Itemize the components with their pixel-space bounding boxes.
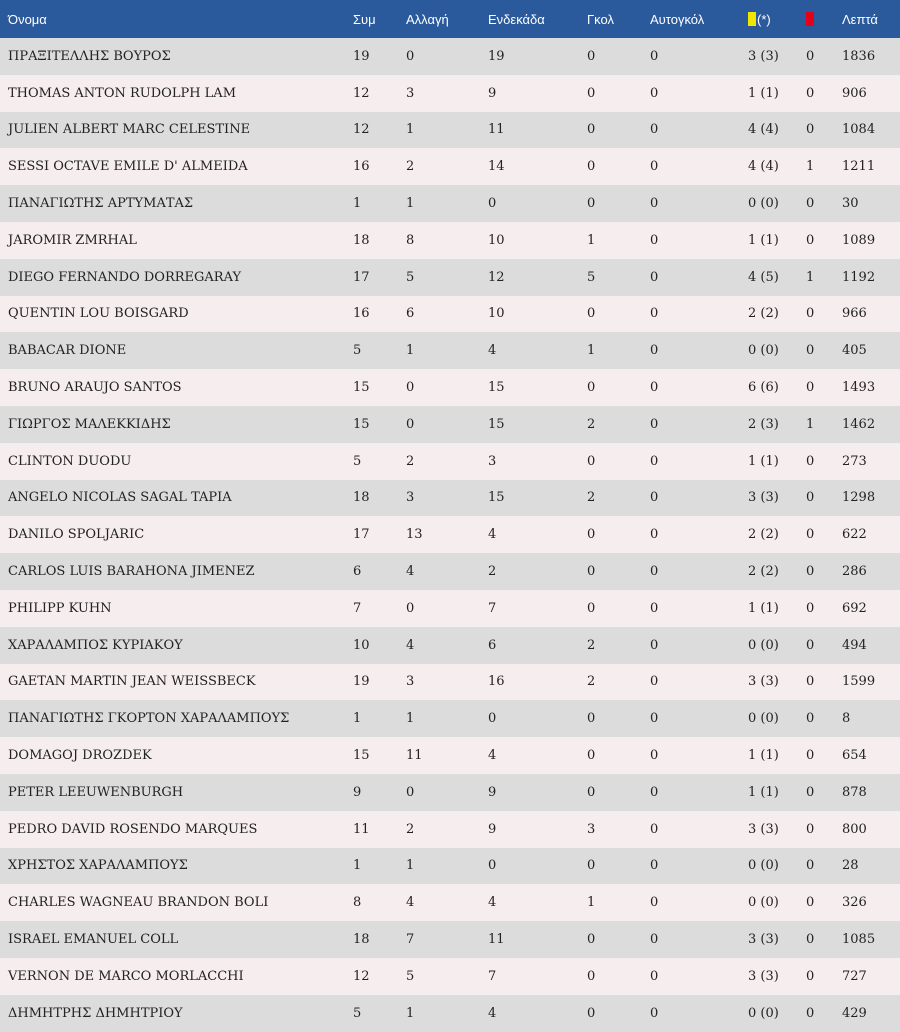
red-cards: 0 — [806, 85, 815, 101]
yellow-cards: 4 (4) — [748, 122, 779, 138]
appearances: 15 — [353, 380, 370, 396]
goals: 5 — [587, 269, 596, 285]
table-row — [0, 112, 900, 149]
red-cards: 0 — [806, 527, 815, 543]
goals: 0 — [587, 196, 596, 212]
table-row — [0, 38, 900, 75]
red-cards: 0 — [806, 564, 815, 580]
starting-apps: 9 — [488, 821, 497, 837]
own-goals: 0 — [650, 600, 659, 616]
appearances: 1 — [353, 196, 362, 212]
player-name: ΠΡΑΞΙΤΕΛΛΗΣ ΒΟΥΡΟΣ — [8, 48, 171, 64]
red-cards: 0 — [806, 637, 815, 653]
header-minutes[interactable]: Λεπτά — [842, 11, 878, 27]
substitute-apps: 5 — [406, 968, 415, 984]
red-cards: 0 — [806, 858, 815, 874]
goals: 2 — [587, 416, 596, 432]
minutes: 8 — [842, 711, 851, 727]
goals: 1 — [587, 895, 596, 911]
appearances: 19 — [353, 48, 370, 64]
red-cards: 0 — [806, 821, 815, 837]
table-row — [0, 332, 900, 369]
red-cards: 0 — [806, 453, 815, 469]
goals: 1 — [587, 232, 596, 248]
header-yellow-cards[interactable] — [748, 0, 806, 38]
table-row — [0, 516, 900, 553]
player-name: SESSI OCTAVE EMILE D' ALMEIDA — [8, 159, 248, 175]
goals: 0 — [587, 48, 596, 64]
starting-apps: 0 — [488, 196, 497, 212]
goals: 0 — [587, 858, 596, 874]
substitute-apps: 1 — [406, 343, 415, 359]
starting-apps: 4 — [488, 748, 497, 764]
table-header — [0, 0, 900, 38]
appearances: 5 — [353, 343, 362, 359]
header-goals[interactable]: Γκολ — [587, 11, 614, 27]
own-goals: 0 — [650, 564, 659, 580]
minutes: 878 — [842, 784, 867, 800]
table-row — [0, 995, 900, 1032]
own-goals: 0 — [650, 306, 659, 322]
red-cards: 0 — [806, 48, 815, 64]
own-goals: 0 — [650, 159, 659, 175]
player-name: THOMAS ANTON RUDOLPH LAM — [8, 85, 237, 101]
goals: 0 — [587, 711, 596, 727]
player-name: JAROMIR ZMRHAL — [8, 232, 137, 248]
minutes: 1084 — [842, 122, 876, 138]
appearances: 6 — [353, 564, 362, 580]
header-own-goals[interactable]: Αυτογκόλ — [650, 11, 705, 27]
table-row — [0, 884, 900, 921]
appearances: 18 — [353, 232, 370, 248]
starting-apps: 11 — [488, 932, 505, 948]
appearances: 19 — [353, 674, 370, 690]
table-row — [0, 811, 900, 848]
header-red-cards[interactable] — [806, 0, 842, 38]
own-goals: 0 — [650, 748, 659, 764]
minutes: 1089 — [842, 232, 876, 248]
appearances: 1 — [353, 858, 362, 874]
substitute-apps: 1 — [406, 196, 415, 212]
table-row — [0, 259, 900, 296]
substitute-apps: 3 — [406, 490, 415, 506]
own-goals: 0 — [650, 416, 659, 432]
minutes: 326 — [842, 895, 867, 911]
minutes: 692 — [842, 600, 867, 616]
substitute-apps: 7 — [406, 932, 415, 948]
yellow-cards: 1 (1) — [748, 232, 779, 248]
goals: 0 — [587, 600, 596, 616]
yellow-cards: 3 (3) — [748, 932, 779, 948]
appearances: 5 — [353, 453, 362, 469]
minutes: 1298 — [842, 490, 876, 506]
own-goals: 0 — [650, 453, 659, 469]
table-row — [0, 774, 900, 811]
yellow-cards: 0 (0) — [748, 895, 779, 911]
own-goals: 0 — [650, 711, 659, 727]
red-cards: 0 — [806, 380, 815, 396]
red-cards: 1 — [806, 269, 815, 285]
player-name: ANGELO NICOLAS SAGAL TAPIA — [8, 490, 232, 506]
red-cards: 0 — [806, 306, 815, 322]
yellow-cards: 2 (2) — [748, 527, 779, 543]
minutes: 1836 — [842, 48, 876, 64]
yellow-card-icon — [748, 12, 756, 26]
own-goals: 0 — [650, 968, 659, 984]
starting-apps: 10 — [488, 232, 505, 248]
minutes: 286 — [842, 564, 867, 580]
own-goals: 0 — [650, 895, 659, 911]
appearances: 12 — [353, 968, 370, 984]
appearances: 12 — [353, 85, 370, 101]
header-apps[interactable]: Συμ — [353, 11, 376, 27]
minutes: 966 — [842, 306, 867, 322]
red-cards: 0 — [806, 600, 815, 616]
starting-apps: 2 — [488, 564, 497, 580]
starting-apps: 6 — [488, 637, 497, 653]
own-goals: 0 — [650, 48, 659, 64]
own-goals: 0 — [650, 269, 659, 285]
goals: 1 — [587, 343, 596, 359]
player-name: QUENTIN LOU BOISGARD — [8, 306, 189, 322]
appearances: 16 — [353, 159, 370, 175]
table-row — [0, 369, 900, 406]
starting-apps: 4 — [488, 527, 497, 543]
table-row — [0, 958, 900, 995]
goals: 3 — [587, 821, 596, 837]
minutes: 30 — [842, 196, 859, 212]
player-name: DANILO SPOLJARIC — [8, 527, 145, 543]
table-row — [0, 921, 900, 958]
header-sub[interactable]: Αλλαγή — [406, 11, 449, 27]
starting-apps: 15 — [488, 416, 505, 432]
own-goals: 0 — [650, 343, 659, 359]
player-name: ΓΙΩΡΓΟΣ ΜΑΛΕΚΚΙΔΗΣ — [8, 416, 171, 432]
starting-apps: 9 — [488, 784, 497, 800]
appearances: 12 — [353, 122, 370, 138]
yellow-suffix: (*) — [757, 11, 771, 27]
red-cards: 0 — [806, 490, 815, 506]
table-row — [0, 75, 900, 112]
substitute-apps: 0 — [406, 48, 415, 64]
player-name: CARLOS LUIS BARAHONA JIMENEZ — [8, 564, 255, 580]
starting-apps: 4 — [488, 343, 497, 359]
appearances: 9 — [353, 784, 362, 800]
red-cards: 0 — [806, 748, 815, 764]
appearances: 15 — [353, 748, 370, 764]
starting-apps: 11 — [488, 122, 505, 138]
red-cards: 0 — [806, 1005, 815, 1021]
starting-apps: 9 — [488, 85, 497, 101]
starting-apps: 4 — [488, 1005, 497, 1021]
appearances: 18 — [353, 490, 370, 506]
red-cards: 0 — [806, 196, 815, 212]
appearances: 7 — [353, 600, 362, 616]
own-goals: 0 — [650, 527, 659, 543]
red-cards: 0 — [806, 784, 815, 800]
player-name: JULIEN ALBERT MARC CELESTINE — [8, 122, 251, 138]
minutes: 273 — [842, 453, 867, 469]
player-name: ΧΡΗΣΤΟΣ ΧΑΡΑΛΑΜΠΟΥΣ — [8, 858, 188, 874]
minutes: 906 — [842, 85, 867, 101]
substitute-apps: 2 — [406, 159, 415, 175]
goals: 0 — [587, 932, 596, 948]
goals: 0 — [587, 453, 596, 469]
yellow-cards: 0 (0) — [748, 1005, 779, 1021]
red-cards: 0 — [806, 711, 815, 727]
table-row — [0, 848, 900, 885]
table-row — [0, 185, 900, 222]
minutes: 800 — [842, 821, 867, 837]
appearances: 11 — [353, 821, 370, 837]
yellow-cards: 0 (0) — [748, 711, 779, 727]
own-goals: 0 — [650, 196, 659, 212]
goals: 0 — [587, 748, 596, 764]
yellow-cards: 1 (1) — [748, 748, 779, 764]
own-goals: 0 — [650, 932, 659, 948]
red-cards: 0 — [806, 932, 815, 948]
yellow-cards: 2 (3) — [748, 416, 779, 432]
minutes: 654 — [842, 748, 867, 764]
red-card-icon — [806, 12, 814, 26]
goals: 0 — [587, 85, 596, 101]
player-name: PEDRO DAVID ROSENDO MARQUES — [8, 821, 258, 837]
substitute-apps: 2 — [406, 453, 415, 469]
starting-apps: 16 — [488, 674, 505, 690]
yellow-cards: 1 (1) — [748, 600, 779, 616]
red-cards: 0 — [806, 895, 815, 911]
minutes: 1599 — [842, 674, 876, 690]
substitute-apps: 2 — [406, 821, 415, 837]
appearances: 15 — [353, 416, 370, 432]
yellow-cards: 3 (3) — [748, 674, 779, 690]
yellow-cards: 0 (0) — [748, 196, 779, 212]
own-goals: 0 — [650, 674, 659, 690]
yellow-cards: 1 (1) — [748, 784, 779, 800]
own-goals: 0 — [650, 380, 659, 396]
starting-apps: 19 — [488, 48, 505, 64]
player-name: ΠΑΝΑΓΙΩΤΗΣ ΓΚΟΡΤΟΝ ΧΑΡΑΛΑΜΠΟΥΣ — [8, 711, 290, 727]
substitute-apps: 11 — [406, 748, 423, 764]
yellow-cards: 6 (6) — [748, 380, 779, 396]
goals: 0 — [587, 159, 596, 175]
player-name: PHILIPP KUHN — [8, 600, 112, 616]
substitute-apps: 1 — [406, 122, 415, 138]
minutes: 1085 — [842, 932, 876, 948]
player-name: ΠΑΝΑΓΙΩΤΗΣ ΑΡΤΥΜΑΤΑΣ — [8, 196, 194, 212]
table-row — [0, 590, 900, 627]
player-name: BRUNO ARAUJO SANTOS — [8, 380, 182, 396]
goals: 0 — [587, 527, 596, 543]
substitute-apps: 0 — [406, 784, 415, 800]
starting-apps: 7 — [488, 600, 497, 616]
appearances: 18 — [353, 932, 370, 948]
yellow-cards: 4 (5) — [748, 269, 779, 285]
player-name: DOMAGOJ DROZDEK — [8, 748, 152, 764]
substitute-apps: 1 — [406, 1005, 415, 1021]
goals: 0 — [587, 380, 596, 396]
yellow-cards: 1 (1) — [748, 453, 779, 469]
yellow-cards: 0 (0) — [748, 343, 779, 359]
appearances: 8 — [353, 895, 362, 911]
minutes: 1192 — [842, 269, 876, 285]
table-row — [0, 737, 900, 774]
starting-apps: 12 — [488, 269, 505, 285]
starting-apps: 7 — [488, 968, 497, 984]
own-goals: 0 — [650, 232, 659, 248]
yellow-cards: 3 (3) — [748, 821, 779, 837]
starting-apps: 0 — [488, 858, 497, 874]
yellow-cards: 2 (2) — [748, 306, 779, 322]
table-row — [0, 296, 900, 333]
own-goals: 0 — [650, 821, 659, 837]
goals: 0 — [587, 306, 596, 322]
minutes: 429 — [842, 1005, 867, 1021]
own-goals: 0 — [650, 490, 659, 506]
red-cards: 0 — [806, 122, 815, 138]
table-row — [0, 148, 900, 185]
substitute-apps: 3 — [406, 674, 415, 690]
minutes: 1462 — [842, 416, 876, 432]
player-name: CLINTON DUODU — [8, 453, 132, 469]
own-goals: 0 — [650, 858, 659, 874]
header-starts[interactable]: Ενδεκάδα — [488, 11, 545, 27]
own-goals: 0 — [650, 85, 659, 101]
red-cards: 0 — [806, 968, 815, 984]
appearances: 10 — [353, 637, 370, 653]
substitute-apps: 0 — [406, 600, 415, 616]
header-name[interactable]: Όνομα — [8, 11, 47, 27]
appearances: 17 — [353, 527, 370, 543]
yellow-cards: 3 (3) — [748, 490, 779, 506]
starting-apps: 10 — [488, 306, 505, 322]
starting-apps: 14 — [488, 159, 505, 175]
goals: 2 — [587, 490, 596, 506]
red-cards: 0 — [806, 674, 815, 690]
substitute-apps: 0 — [406, 380, 415, 396]
goals: 0 — [587, 564, 596, 580]
player-name: VERNON DE MARCO MORLACCHI — [8, 968, 244, 984]
substitute-apps: 4 — [406, 637, 415, 653]
minutes: 1211 — [842, 159, 876, 175]
yellow-cards: 1 (1) — [748, 85, 779, 101]
table-row — [0, 700, 900, 737]
yellow-cards: 3 (3) — [748, 48, 779, 64]
player-name: CHARLES WAGNEAU BRANDON BOLI — [8, 895, 269, 911]
player-name: GAETAN MARTIN JEAN WEISSBECK — [8, 674, 256, 690]
player-name: ISRAEL EMANUEL COLL — [8, 932, 179, 948]
header-row — [0, 0, 900, 38]
substitute-apps: 8 — [406, 232, 415, 248]
substitute-apps: 5 — [406, 269, 415, 285]
own-goals: 0 — [650, 122, 659, 138]
appearances: 1 — [353, 711, 362, 727]
red-cards: 0 — [806, 232, 815, 248]
starting-apps: 0 — [488, 711, 497, 727]
table-row — [0, 664, 900, 701]
minutes: 1493 — [842, 380, 876, 396]
substitute-apps: 4 — [406, 564, 415, 580]
appearances: 16 — [353, 306, 370, 322]
red-cards: 0 — [806, 343, 815, 359]
player-name: DIEGO FERNANDO DORREGARAY — [8, 269, 242, 285]
starting-apps: 4 — [488, 895, 497, 911]
yellow-cards: 4 (4) — [748, 159, 779, 175]
minutes: 28 — [842, 858, 859, 874]
starting-apps: 15 — [488, 380, 505, 396]
substitute-apps: 13 — [406, 527, 423, 543]
minutes: 622 — [842, 527, 867, 543]
starting-apps: 3 — [488, 453, 497, 469]
table-row — [0, 443, 900, 480]
player-name: PETER LEEUWENBURGH — [8, 784, 184, 800]
yellow-cards: 0 (0) — [748, 637, 779, 653]
yellow-cards: 2 (2) — [748, 564, 779, 580]
goals: 0 — [587, 122, 596, 138]
goals: 0 — [587, 968, 596, 984]
player-name: ΧΑΡΑΛΑΜΠΟΣ ΚΥΡΙΑΚΟΥ — [8, 637, 183, 653]
table-row — [0, 480, 900, 517]
appearances: 17 — [353, 269, 370, 285]
substitute-apps: 3 — [406, 85, 415, 101]
player-name: ΔΗΜΗΤΡΗΣ ΔΗΜΗΤΡΙΟΥ — [8, 1005, 183, 1021]
starting-apps: 15 — [488, 490, 505, 506]
own-goals: 0 — [650, 637, 659, 653]
substitute-apps: 0 — [406, 416, 415, 432]
table-row — [0, 553, 900, 590]
substitute-apps: 4 — [406, 895, 415, 911]
player-name: BABACAR DIONE — [8, 343, 127, 359]
red-cards: 1 — [806, 159, 815, 175]
goals: 2 — [587, 637, 596, 653]
substitute-apps: 1 — [406, 858, 415, 874]
minutes: 494 — [842, 637, 867, 653]
own-goals: 0 — [650, 1005, 659, 1021]
goals: 2 — [587, 674, 596, 690]
substitute-apps: 1 — [406, 711, 415, 727]
table-row — [0, 406, 900, 443]
table-body — [0, 38, 900, 1032]
goals: 0 — [587, 784, 596, 800]
yellow-cards: 0 (0) — [748, 858, 779, 874]
goals: 0 — [587, 1005, 596, 1021]
appearances: 5 — [353, 1005, 362, 1021]
red-cards: 1 — [806, 416, 815, 432]
own-goals: 0 — [650, 784, 659, 800]
table-row — [0, 222, 900, 259]
minutes: 405 — [842, 343, 867, 359]
substitute-apps: 6 — [406, 306, 415, 322]
minutes: 727 — [842, 968, 867, 984]
yellow-cards: 3 (3) — [748, 968, 779, 984]
table-row — [0, 627, 900, 664]
